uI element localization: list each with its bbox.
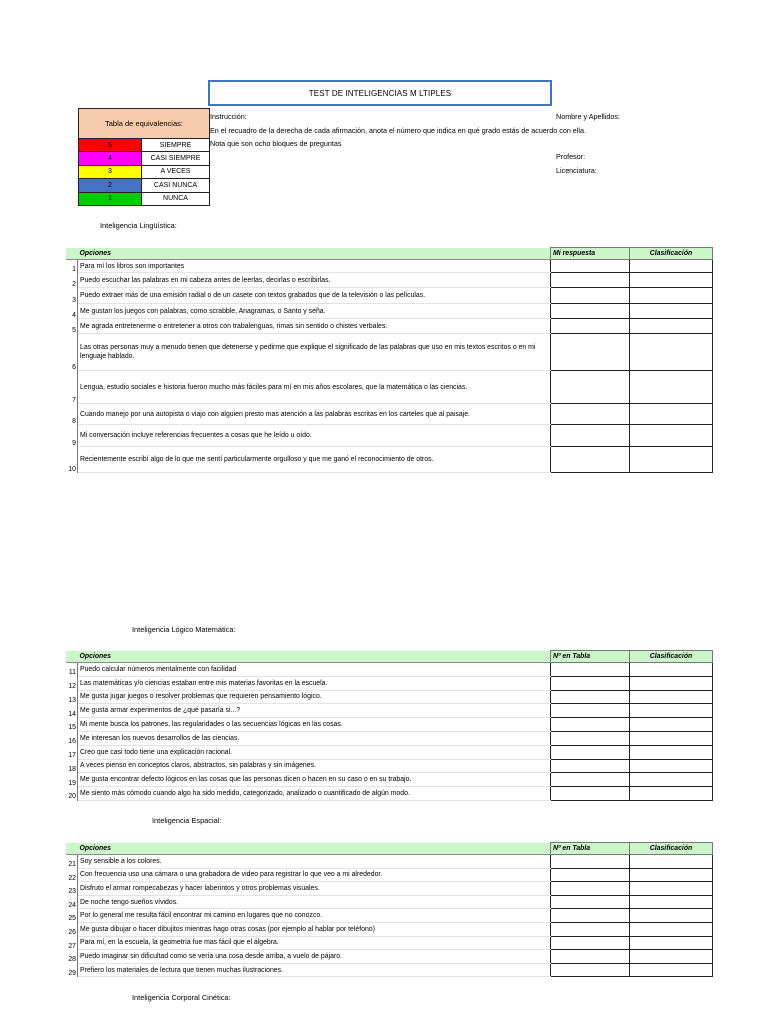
table-row bbox=[66, 447, 713, 473]
answer-cell[interactable] bbox=[551, 895, 630, 909]
row-number: 17 bbox=[66, 745, 78, 759]
instructions-line-1: En el recuadro de la derecha de cada afirmación, anota el número que indica en qué grado estás de acuerdo con ella. bbox=[210, 125, 586, 135]
question-text: Disfruto el armar rompecabezas y hacer laberintos y otros problemas visuales. bbox=[78, 882, 551, 896]
classification-cell[interactable] bbox=[630, 690, 713, 704]
degree-label: Licenciatura: bbox=[556, 165, 597, 175]
row-number: 16 bbox=[66, 731, 78, 745]
answer-cell[interactable] bbox=[551, 704, 630, 718]
answer-cell[interactable] bbox=[551, 690, 630, 704]
table-row bbox=[66, 690, 713, 704]
answer-cell[interactable] bbox=[551, 447, 630, 473]
question-text: Las otras personas muy a menudo tienen que detenerse y pedirme que explique el significado de las palabras que uso en mis textos escritos o en mi lenguaje hablado. bbox=[78, 334, 551, 371]
row-number: 13 bbox=[66, 690, 78, 704]
classification-cell[interactable] bbox=[630, 773, 713, 787]
row-number: 25 bbox=[66, 909, 78, 923]
classification-cell[interactable] bbox=[630, 334, 713, 371]
column-options: Opciones bbox=[78, 843, 551, 855]
classification-cell[interactable] bbox=[630, 868, 713, 882]
question-text: Soy sensible a los colores. bbox=[78, 855, 551, 869]
logical-table bbox=[66, 650, 713, 801]
question-text: Puedo escuchar las palabras en mi cabeza antes de leerlas, decirlas o escribirlas. bbox=[78, 273, 551, 288]
question-text: Prefiero los materiales de lectura que tienen muchas ilustraciones. bbox=[78, 963, 551, 977]
classification-cell[interactable] bbox=[630, 425, 713, 447]
legend-value: 5 bbox=[79, 139, 142, 152]
legend-row bbox=[79, 165, 210, 178]
question-text: Me gusta jugar juegos o resolver problemas que requieren pensamiento lógico. bbox=[78, 690, 551, 704]
row-number: 24 bbox=[66, 895, 78, 909]
table-row bbox=[66, 304, 713, 319]
row-number: 28 bbox=[66, 950, 78, 964]
instructions-line-2: Nota que son ocho bloques de preguntas bbox=[210, 139, 342, 148]
classification-cell[interactable] bbox=[630, 936, 713, 950]
table-row bbox=[66, 922, 713, 936]
column-classification: Clasificación bbox=[630, 248, 713, 260]
legend-value: 4 bbox=[79, 152, 142, 165]
student-info-2 bbox=[556, 150, 597, 177]
section-title-logical: Inteligencia Lógico Matemática: bbox=[132, 625, 236, 634]
row-number: 9 bbox=[66, 425, 78, 447]
equivalence-table bbox=[78, 108, 210, 206]
row-number: 7 bbox=[66, 371, 78, 404]
table-row bbox=[66, 718, 713, 732]
row-number: 6 bbox=[66, 334, 78, 371]
answer-cell[interactable] bbox=[551, 334, 630, 371]
question-text: Me gusta dibujar o hacer dibujitos mientras hago otras cosas (por ejemplo al hablar por teléfono) bbox=[78, 922, 551, 936]
classification-cell[interactable] bbox=[630, 882, 713, 896]
answer-cell[interactable] bbox=[551, 855, 630, 869]
answer-cell[interactable] bbox=[551, 882, 630, 896]
legend-label: CASI SIEMPRE bbox=[142, 152, 210, 165]
question-text: De noche tengo sueños vívidos. bbox=[78, 895, 551, 909]
table-row bbox=[66, 334, 713, 371]
answer-cell[interactable] bbox=[551, 936, 630, 950]
question-text: Creo que casi todo tiene una explicación racional. bbox=[78, 745, 551, 759]
instructions-heading: Instrucción: bbox=[210, 112, 247, 121]
table-row bbox=[66, 260, 713, 273]
section-title-kinesthetic: Inteligencia Corporal Cinética: bbox=[132, 993, 231, 1002]
question-text: A veces pienso en conceptos claros, abstractos, sin palabras y sin imágenes. bbox=[78, 759, 551, 773]
table-row bbox=[66, 425, 713, 447]
answer-cell[interactable] bbox=[551, 787, 630, 801]
classification-cell[interactable] bbox=[630, 371, 713, 404]
name-label: Nombre y Apellidos: bbox=[556, 112, 620, 121]
question-text: Lengua, estudio sociales e historia fueron mucho más fáciles para mí en mis años escolares, que la matemática o las ciencias. bbox=[78, 371, 551, 404]
answer-cell[interactable] bbox=[551, 425, 630, 447]
answer-cell[interactable] bbox=[551, 304, 630, 319]
classification-cell[interactable] bbox=[630, 895, 713, 909]
classification-cell[interactable] bbox=[630, 745, 713, 759]
row-number: 19 bbox=[66, 773, 78, 787]
legend-label: CASI NUNCA bbox=[142, 179, 210, 192]
answer-cell[interactable] bbox=[551, 950, 630, 964]
question-text: Las matemáticas y/o ciencias estaban entre mis materias favoritas en la escuela. bbox=[78, 676, 551, 690]
equivalence-table-header: Tabla de equivalencias: bbox=[79, 109, 210, 139]
classification-cell[interactable] bbox=[630, 288, 713, 304]
legend-value: 2 bbox=[79, 179, 142, 192]
column-classification: Clasificación bbox=[630, 651, 713, 663]
row-number: 12 bbox=[66, 676, 78, 690]
table-row bbox=[66, 855, 713, 869]
legend-label: SIEMPRE bbox=[142, 139, 210, 152]
column-options: Opciones bbox=[78, 248, 551, 260]
question-text: Me agrada entretenerme o entretener a otros con trabalenguas, rimas sin sentido o chistes verbales. bbox=[78, 319, 551, 334]
table-row bbox=[66, 895, 713, 909]
table-row bbox=[66, 909, 713, 923]
classification-cell[interactable] bbox=[630, 787, 713, 801]
table-row bbox=[66, 936, 713, 950]
row-number: 8 bbox=[66, 404, 78, 425]
classification-cell[interactable] bbox=[630, 260, 713, 273]
question-text: Mi mente busca los patrones, las regularidades o las secuencias lógicas en las cosas. bbox=[78, 718, 551, 732]
question-text: Por lo general me resulta fácil encontrar mi camino en lugares que no conozco. bbox=[78, 909, 551, 923]
table-row bbox=[66, 963, 713, 977]
table-row bbox=[66, 745, 713, 759]
table-row bbox=[66, 704, 713, 718]
table-row bbox=[66, 288, 713, 304]
legend-label: NUNCA bbox=[142, 192, 210, 205]
column-options: Opciones bbox=[78, 651, 551, 663]
classification-cell[interactable] bbox=[630, 447, 713, 473]
table-row bbox=[66, 371, 713, 404]
classification-cell[interactable] bbox=[630, 273, 713, 288]
question-text: Me siento más cómodo cuando algo ha sido medido, categorizado, analizado o cuantificado de algún modo. bbox=[78, 787, 551, 801]
question-text: Puedo extraer más de una emisión radial o de un casete con textos grabados que de la televisión o las películas. bbox=[78, 288, 551, 304]
table-row bbox=[66, 676, 713, 690]
answer-cell[interactable] bbox=[551, 759, 630, 773]
row-number: 29 bbox=[66, 963, 78, 977]
answer-cell[interactable] bbox=[551, 922, 630, 936]
legend-value: 3 bbox=[79, 165, 142, 178]
table-row bbox=[66, 882, 713, 896]
table-row bbox=[66, 731, 713, 745]
section-title-spatial: Inteligencia Espacial: bbox=[152, 816, 222, 825]
table-row bbox=[66, 404, 713, 425]
question-text: Con frecuencia uso una cámara o una grabadora de video para registrar lo que veo a mi alrededor. bbox=[78, 868, 551, 882]
legend-row bbox=[79, 152, 210, 165]
answer-cell[interactable] bbox=[551, 273, 630, 288]
table-row bbox=[66, 773, 713, 787]
question-text: Me gusta encontrar defecto lógicos en las cosas que las personas dicen o hacen en su caso o en su trabajo. bbox=[78, 773, 551, 787]
answer-cell[interactable] bbox=[551, 288, 630, 304]
classification-cell[interactable] bbox=[630, 950, 713, 964]
question-text: Para mí los libros son importantes bbox=[78, 260, 551, 273]
row-number: 11 bbox=[66, 663, 78, 677]
question-text: Me interesan los nuevos desarrollos de las ciencias. bbox=[78, 731, 551, 745]
table-row bbox=[66, 868, 713, 882]
question-text: Cuando manejo por una autopista o viajo con alguien presto mas atención a las palabras escritas en los carteles que al paisaje. bbox=[78, 404, 551, 425]
classification-cell[interactable] bbox=[630, 718, 713, 732]
column-answer: Nº en Tabla bbox=[551, 651, 630, 663]
row-number: 14 bbox=[66, 704, 78, 718]
table-row bbox=[66, 319, 713, 334]
row-number: 1 bbox=[66, 260, 78, 273]
classification-cell[interactable] bbox=[630, 731, 713, 745]
answer-cell[interactable] bbox=[551, 868, 630, 882]
classification-cell[interactable] bbox=[630, 963, 713, 977]
question-text: Mi conversación incluye referencias frecuentes a cosas que he leído u oído. bbox=[78, 425, 551, 447]
row-number: 18 bbox=[66, 759, 78, 773]
answer-cell[interactable] bbox=[551, 319, 630, 334]
row-number: 23 bbox=[66, 882, 78, 896]
legend-row bbox=[79, 139, 210, 152]
answer-cell[interactable] bbox=[551, 718, 630, 732]
teacher-label: Profesor: bbox=[556, 152, 586, 161]
question-text: Me gusta armar experimentos de ¿qué pasaría si...? bbox=[78, 704, 551, 718]
classification-cell[interactable] bbox=[630, 319, 713, 334]
question-text: Para mí, en la escuela, la geometría fue mas fácil que el álgebra. bbox=[78, 936, 551, 950]
classification-cell[interactable] bbox=[630, 759, 713, 773]
table-row bbox=[66, 273, 713, 288]
legend-row bbox=[79, 179, 210, 192]
section-title-linguistic: Inteligencia Lingüística: bbox=[100, 221, 177, 230]
classification-cell[interactable] bbox=[630, 909, 713, 923]
column-classification: Clasificación bbox=[630, 843, 713, 855]
row-number: 26 bbox=[66, 922, 78, 936]
classification-cell[interactable] bbox=[630, 404, 713, 425]
legend-value: 1 bbox=[79, 192, 142, 205]
question-text: Me gustan los juegos con palabras, como scrabble, Anagramas, o Santo y seña. bbox=[78, 304, 551, 319]
row-number: 22 bbox=[66, 868, 78, 882]
question-text: Puedo imaginar sin dificultad como se vería una cosa desde arriba, a vuelo de pájaro. bbox=[78, 950, 551, 964]
row-number: 27 bbox=[66, 936, 78, 950]
answer-cell[interactable] bbox=[551, 663, 630, 677]
classification-cell[interactable] bbox=[630, 676, 713, 690]
answer-cell[interactable] bbox=[551, 404, 630, 425]
classification-cell[interactable] bbox=[630, 663, 713, 677]
answer-cell[interactable] bbox=[551, 745, 630, 759]
answer-cell[interactable] bbox=[551, 909, 630, 923]
table-row bbox=[66, 759, 713, 773]
row-number: 10 bbox=[66, 447, 78, 473]
student-info bbox=[556, 110, 620, 124]
answer-cell[interactable] bbox=[551, 260, 630, 273]
classification-cell[interactable] bbox=[630, 704, 713, 718]
table-row bbox=[66, 950, 713, 964]
test-title: TEST DE INTELIGENCIAS M LTIPLES bbox=[208, 80, 552, 106]
column-answer: Mi respuesta bbox=[551, 248, 630, 260]
row-number: 2 bbox=[66, 273, 78, 288]
legend-label: A VECES bbox=[142, 165, 210, 178]
answer-cell[interactable] bbox=[551, 371, 630, 404]
question-text: Recientemente escribí algo de lo que me sentí particularmente orgulloso y que me ganó el reconocimiento de otros. bbox=[78, 447, 551, 473]
row-number: 21 bbox=[66, 855, 78, 869]
answer-cell[interactable] bbox=[551, 676, 630, 690]
row-number: 4 bbox=[66, 304, 78, 319]
classification-cell[interactable] bbox=[630, 922, 713, 936]
row-number: 20 bbox=[66, 787, 78, 801]
row-number: 5 bbox=[66, 319, 78, 334]
classification-cell[interactable] bbox=[630, 855, 713, 869]
question-text: Puedo calcular números mentalmente con facilidad bbox=[78, 663, 551, 677]
linguistic-table bbox=[66, 247, 713, 473]
table-row bbox=[66, 663, 713, 677]
table-row bbox=[66, 787, 713, 801]
answer-cell[interactable] bbox=[551, 773, 630, 787]
row-number: 15 bbox=[66, 718, 78, 732]
row-number: 3 bbox=[66, 288, 78, 304]
legend-row bbox=[79, 192, 210, 205]
answer-cell[interactable] bbox=[551, 731, 630, 745]
answer-cell[interactable] bbox=[551, 963, 630, 977]
spatial-table bbox=[66, 842, 713, 977]
classification-cell[interactable] bbox=[630, 304, 713, 319]
column-answer: Nº en Tabla bbox=[551, 843, 630, 855]
